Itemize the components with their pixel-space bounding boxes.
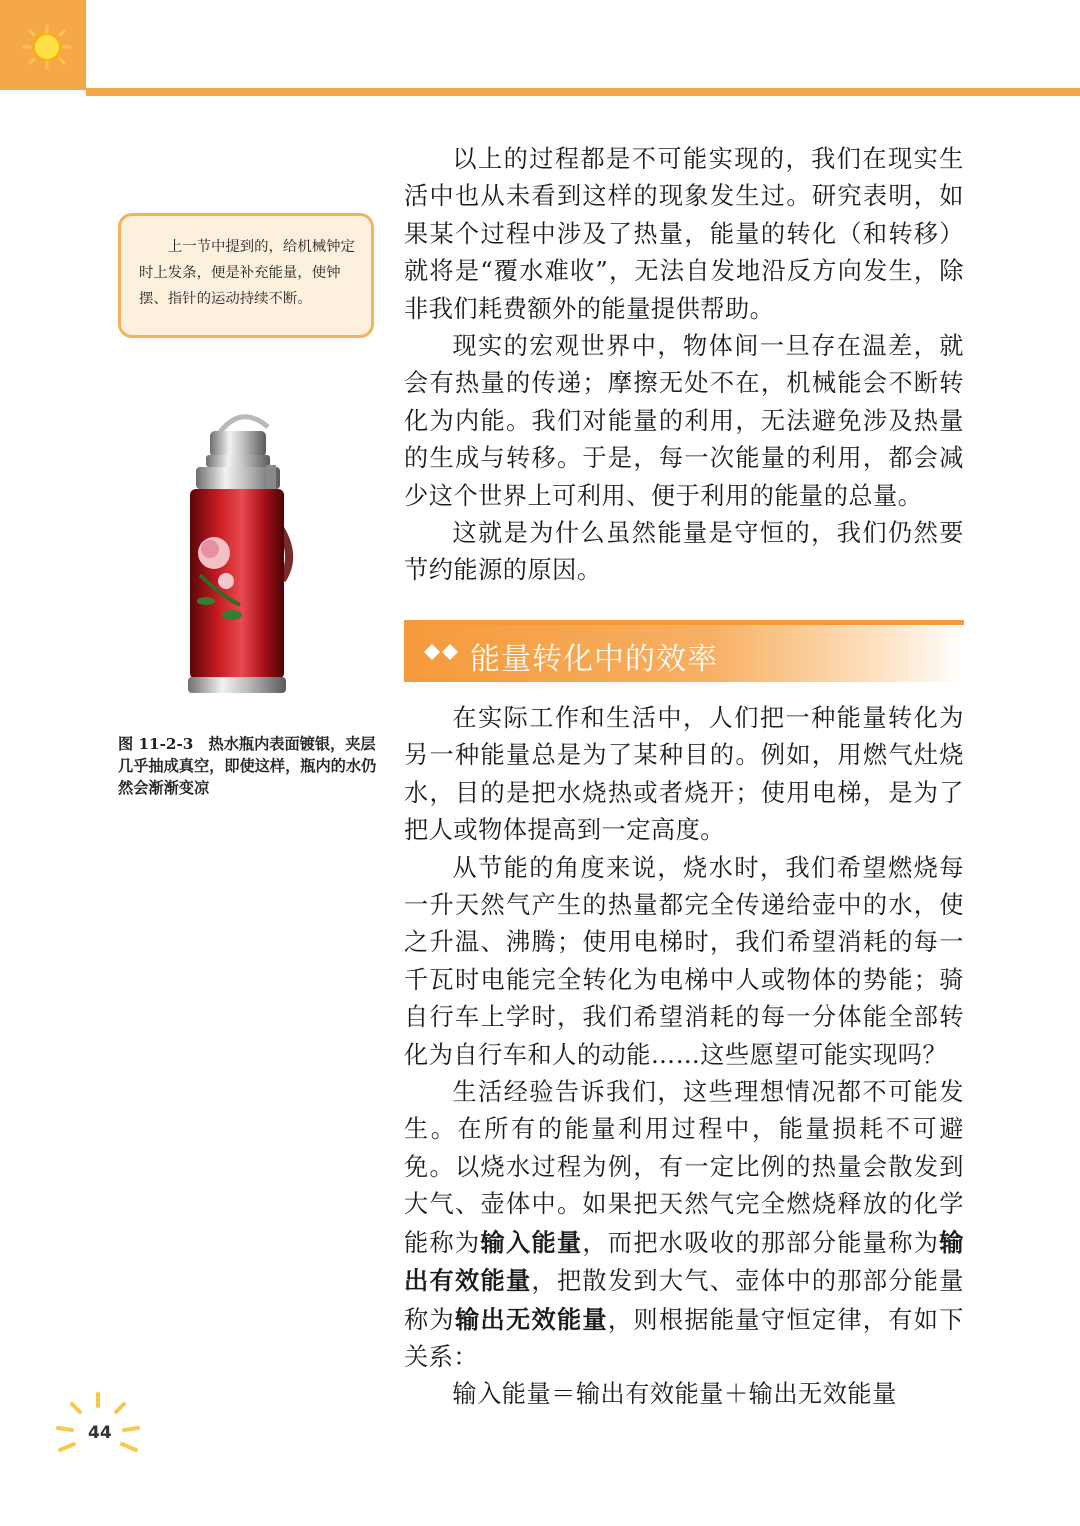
text-run: 生活经验告诉我们，这些理想情况都不可能发生。在所有的能量利用过程中，能量损耗不可避免。以烧水过程为例，有一定比例的热量会散发到大气、壶体中。如果把天然气完全燃烧释放的化学能称为: [404, 1078, 964, 1257]
term-useful-output: 输出有效能量: [404, 1227, 964, 1296]
main-text-top: [404, 141, 964, 590]
page-number-badge: [50, 1390, 150, 1470]
text-run: ，而把水吸收的那部分能量称为: [582, 1228, 940, 1257]
header-rule: [86, 88, 1080, 96]
section-heading: [404, 620, 964, 682]
paragraph: 以上的过程都是不可能实现的，我们在现实生活中也从未看到这样的现象发生过。研究表明，如果某个过程中涉及了热量，能量的转化（和转移）就将是“覆水难收”，无法自发地沿反方向发生，除非我们耗费额外的能量提供帮助。: [404, 145, 964, 323]
paragraph: 这就是为什么虽然能量是守恒的，我们仍然要节约能源的原因。: [404, 519, 964, 585]
thermos-illustration: [170, 405, 330, 705]
header-corner-block: [0, 0, 86, 90]
page-number: 44: [88, 1423, 112, 1443]
diamond-bullet-icon: [424, 642, 468, 662]
section-title: 能量转化中的效率: [470, 642, 718, 677]
paragraph: 现实的宏观世界中，物体间一旦存在温差，就会有热量的传递；摩擦无处不在，机械能会不断转化为内能。我们对能量的利用，无法避免涉及热量的生成与转移。于是，每一次能量的利用，都会减少这个世界上可利用、便于利用的能量的总量。: [404, 332, 964, 510]
text-run: ，把散发到大气、壶体中的那部分能量称为: [404, 1267, 964, 1334]
sidebar-note: 上一节中提到的，给机械钟定时上发条，便是补充能量，使钟摆、指针的运动持续不断。: [118, 213, 374, 338]
figure-caption: 图 11-2-3 热水瓶内表面镀银，夹层几乎抽成真空，即使这样，瓶内的水仍然会渐渐变凉: [118, 735, 377, 797]
sun-icon: [20, 24, 74, 70]
term-wasted-output: 输出无效能量: [454, 1304, 608, 1334]
paragraph: 在实际工作和生活中，人们把一种能量转化为另一种能量总是为了某种目的。例如，用燃气灶烧水，目的是把水烧热或者烧开；使用电梯，是为了把人或物体提高到一定高度。: [404, 704, 964, 845]
text-run: ，则根据能量守恒定律，有如下关系：: [404, 1305, 964, 1371]
energy-formula: 输入能量＝输出有效能量＋输出无效能量: [452, 1380, 897, 1409]
section-rule: [404, 620, 964, 625]
main-text-bottom: [404, 700, 964, 1414]
term-input-energy: 输入能量: [480, 1227, 583, 1257]
paragraph: 从节能的角度来说，烧水时，我们希望燃烧每一升天然气产生的热量都完全传递给壶中的水，使之升温、沸腾；使用电梯时，我们希望消耗的每一千瓦时电能完全转化为电梯中人或物体的势能；骑自行车上学时，我们希望消耗的每一分体能全部转化为自行车和人的动能……这些愿望可能实现吗？: [404, 853, 964, 1069]
paragraph: [404, 1074, 964, 1376]
